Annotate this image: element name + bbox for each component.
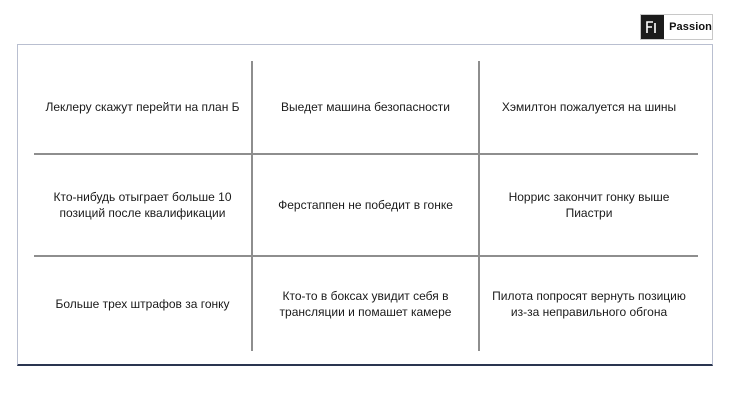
bingo-cell-8: Кто-то в боксах увидит себя в трансляции и помашет камере (279, 289, 452, 319)
bingo-card (17, 44, 713, 366)
bingo-cell-4: Кто-нибудь отыграет больше 10 позиций после квалификации (53, 190, 232, 220)
bingo-cell-5: Ферстаппен не победит в гонке (278, 198, 453, 212)
bingo-cell-1: Леклеру скажут перейти на план Б (45, 100, 240, 114)
bingo-cell-7: Больше трех штрафов за гонку (55, 297, 230, 311)
bingo-cell-6: Норрис закончит гонку выше Пиастри (508, 190, 670, 220)
logo-mark-icon (641, 15, 664, 39)
logo-text: Passion (669, 21, 712, 33)
passion-logo (640, 14, 713, 40)
logo-glyph-icon (645, 20, 661, 34)
bingo-cell-9: Пилота попросят вернуть позицию из-за неправильного обгона (492, 289, 686, 319)
bingo-cell-2: Выедет машина безопасности (281, 100, 450, 114)
bingo-cell-3: Хэмилтон пожалуется на шины (501, 100, 677, 114)
